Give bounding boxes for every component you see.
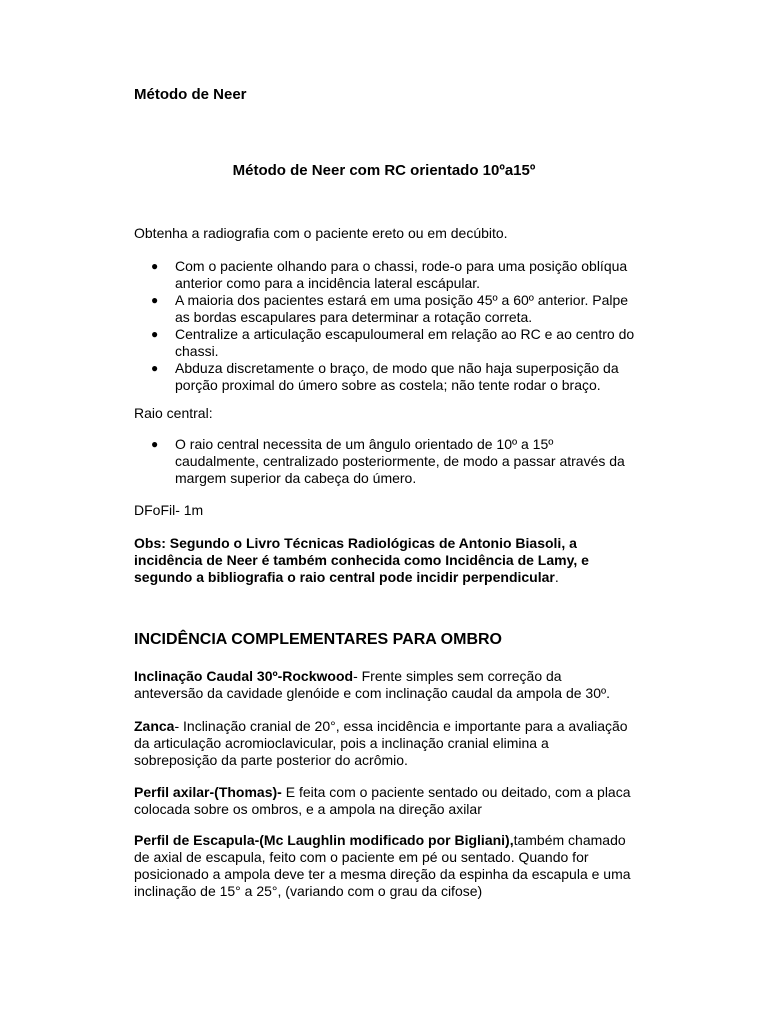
paragraph-zanca (134, 718, 634, 769)
list-item (134, 326, 639, 360)
paragraph-term: Inclinação Caudal 30º-Rockwood (134, 668, 354, 684)
paragraph-text: - Frente simples sem correção da anteversão da cavidade glenóide e com inclinação caudal da ampola de 30º. (134, 668, 610, 701)
bullet-icon: ● (151, 293, 159, 307)
intro-paragraph: Obtenha a radiografia com o paciente ereto ou em decúbito. (134, 225, 508, 241)
dfofi-distance: DFoFil- 1m (134, 502, 204, 518)
observation-note (134, 535, 644, 586)
bullet-icon: ● (151, 327, 159, 341)
list-item (134, 360, 639, 394)
list-item-text: O raio central necessita de um ângulo orientado de 10º a 15º caudalmente, centralizado posteriormente, de modo a passar através da margem superior da cabeça do úmero. (175, 436, 625, 486)
complementary-section-title: INCIDÊNCIA COMPLEMENTARES PARA OMBRO (134, 631, 502, 648)
paragraph-term: Zanca (134, 718, 175, 734)
list-item (134, 292, 639, 326)
document-title: Método de Neer (134, 86, 247, 103)
list-item-text: Centralize a articulação escapuloumeral em relação ao RC e ao centro do chassi. (175, 326, 635, 359)
paragraph-rockwood (134, 668, 634, 702)
bullet-icon: ● (151, 437, 159, 451)
bullet-icon: ● (151, 361, 159, 375)
positioning-list (134, 258, 639, 394)
paragraph-scapula (134, 832, 639, 900)
paragraph-text: - Inclinação cranial de 20°, essa incidência e importante para a avaliação da articulação acromioclavicular, pois a inclinação cranial elimina a sobreposição da parte posterior do acrômio. (134, 718, 628, 768)
list-item (134, 258, 639, 292)
observation-bold-text: Obs: Segundo o Livro Técnicas Radiológicas de Antonio Biasoli, a incidência de Neer é também conhecida como Incidência de Lamy, e segundo a bibliografia o raio central pode incidir perpendicular (134, 535, 589, 585)
bullet-icon: ● (151, 259, 159, 273)
paragraph-text: também chamado de axial de escapula, feito com o paciente em pé ou sentado. Quando for posicionado a ampola deve ter a mesma direção da espinha da escapula e uma inclinação de 15° a 25°, (variando com o grau da cifose) (134, 832, 631, 899)
list-item-text: Com o paciente olhando para o chassi, rode-o para uma posição oblíqua anterior como para a incidência lateral escápular. (175, 258, 628, 291)
list-item-text: A maioria dos pacientes estará em uma posição 45º a 60º anterior. Palpe as bordas escapulares para determinar a rotação correta. (175, 292, 629, 325)
central-ray-label: Raio central: (134, 405, 213, 421)
section-subtitle: Método de Neer com RC orientado 10ºa15º (232, 162, 536, 179)
list-item-text: Abduza discretamente o braço, de modo que não haja superposição da porção proximal do úmero sobre as costela; não tente rodar o braço. (175, 360, 619, 393)
observation-tail: . (554, 569, 559, 585)
central-ray-list (134, 436, 639, 487)
paragraph-term: Perfil de Escapula-(Mc Laughlin modificado por Bigliani), (134, 832, 514, 848)
paragraph-term: Perfil axilar-(Thomas)- (134, 784, 282, 800)
paragraph-text: E feita com o paciente sentado ou deitado, com a placa colocada sobre os ombros, e a ampola na direção axilar (134, 784, 631, 817)
paragraph-axillary (134, 784, 634, 818)
list-item (134, 436, 639, 487)
